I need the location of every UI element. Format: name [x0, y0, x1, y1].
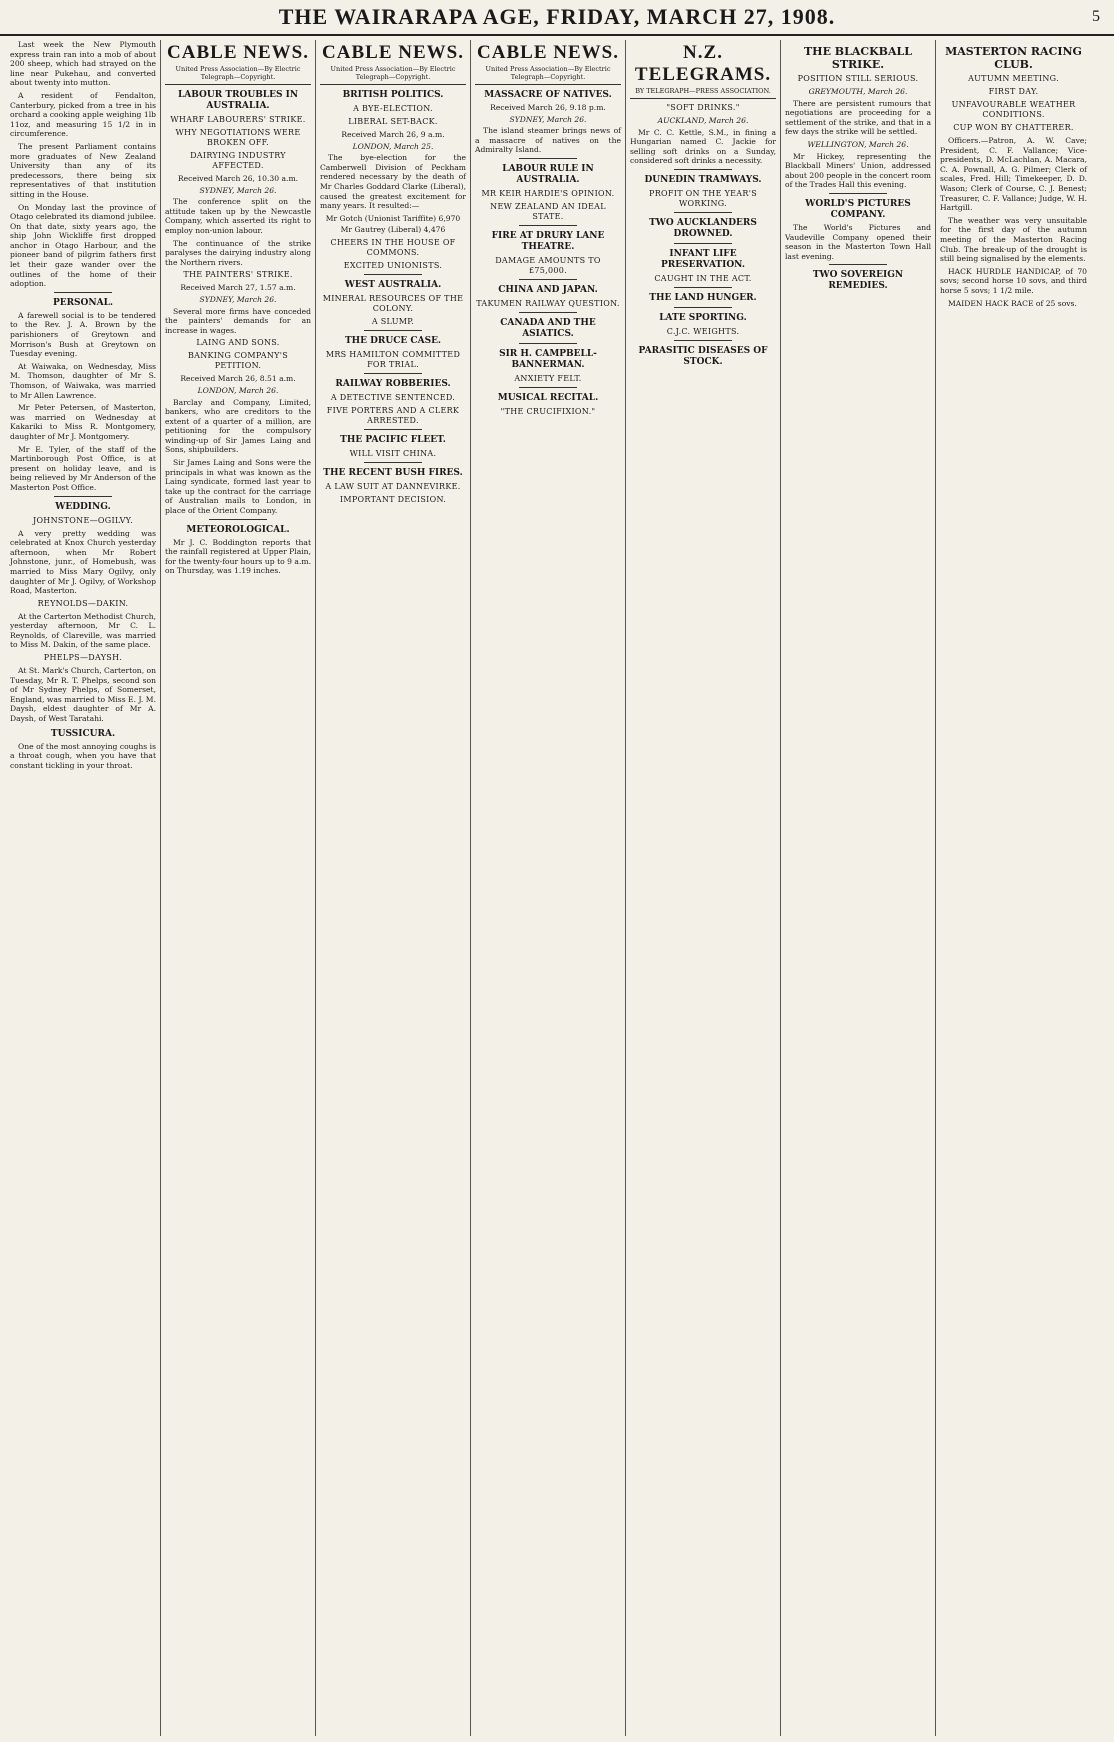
column-5 [626, 40, 781, 1736]
subheading: WILL VISIT CHINA. [349, 448, 437, 458]
divider [674, 243, 732, 244]
article-paragraph: The World's Pictures and Vaudeville Company opened their season in the Masterton Town Hall last evening. [785, 222, 931, 261]
banner-subtitle: United Press Association—By Electric Telegraph—Copyright. [320, 65, 466, 85]
divider [519, 387, 577, 388]
nz-telegrams-banner: N.Z. TELEGRAMS. [634, 42, 772, 85]
subheading: A DETECTIVE SENTENCED. [330, 392, 456, 402]
section-heading: INFANT LIFE PRESERVATION. [661, 248, 745, 270]
subheading: A LAW SUIT AT DANNEVIRKE. [325, 481, 461, 491]
article-paragraph: At St. Mark's Church, Carterton, on Tuesday, Mr R. T. Phelps, second son of Mr Sydney Phelps, of Somerset, England, was married to Miss E. J. M. Daysh, eldest daughter of Mr A. Daysh, of West Taratahi. [10, 666, 156, 724]
received-date: Received March 26, 9.18 p.m. [490, 103, 606, 112]
subheading: EXCITED UNIONISTS. [343, 260, 443, 270]
divider [674, 212, 732, 213]
subheading: WHARF LABOURERS' STRIKE. [170, 115, 306, 124]
divider [364, 373, 422, 374]
dateline: LONDON, March 25. [352, 141, 434, 151]
subheading: "THE CRUCIFIXION." [500, 406, 596, 416]
divider [829, 264, 887, 265]
divider [519, 279, 577, 280]
article-paragraph: A farewell social is to be tendered to the Rev. J. A. Brown by the parishioners of Greytown and Morrison's Bush at Greytown on Tuesday evening. [10, 310, 156, 359]
divider [364, 330, 422, 331]
banner-subtitle: United Press Association—By Electric Telegraph—Copyright. [475, 65, 621, 85]
received-date: Received March 26, 9 a.m. [341, 130, 445, 139]
article-paragraph: The conference split on the attitude taken up by the Newcastle Company, which asserted its right to employ non-union labour. [165, 197, 311, 235]
subheading: THE PAINTERS' STRIKE. [183, 270, 293, 280]
section-heading: CHINA AND JAPAN. [498, 284, 598, 295]
columns [6, 40, 1108, 1736]
divider [519, 312, 577, 313]
subheading: MR KEIR HARDIE'S OPINION. [481, 188, 615, 198]
received-date: Received March 27, 1.57 a.m. [180, 283, 296, 293]
subheading: POSITION STILL SERIOUS. [797, 74, 919, 83]
divider [674, 287, 732, 288]
section-heading: CANADA AND THE ASIATICS. [500, 317, 596, 339]
banner-subtitle: BY TELEGRAPH—PRESS ASSOCIATION. [630, 87, 776, 99]
received-date: Received March 26, 8.51 a.m. [180, 374, 296, 384]
subheading: AUTUMN MEETING. [968, 74, 1059, 83]
divider [674, 307, 732, 308]
dateline: AUCKLAND, March 26. [657, 116, 749, 125]
article-paragraph: The continuance of the strike paralyses the dairying industry along the Northern rivers. [165, 238, 311, 267]
subheading: CUP WON BY CHATTERER. [953, 123, 1074, 132]
column-2 [161, 40, 316, 1736]
article-paragraph: Mr J. C. Boddington reports that the rainfall registered at Upper Plain, for the twenty-four hours up to 9 a.m. on Thursday, was 1.19 inches. [165, 537, 311, 576]
section-heading: LABOUR RULE IN AUSTRALIA. [502, 163, 594, 185]
article-paragraph: Mr Peter Petersen, of Masterton, was married on Wednesday at Kakariki to Miss R. Montgomery, daughter of Mr J. Montgomery. [10, 403, 156, 441]
divider [519, 158, 577, 159]
subheading: LIBERAL SET-BACK. [348, 117, 438, 126]
section-heading: TWO SOVEREIGN REMEDIES. [812, 270, 904, 292]
subheading: MINERAL RESOURCES OF THE COLONY. [322, 293, 464, 313]
section-heading: RAILWAY ROBBERIES. [335, 378, 451, 389]
dateline: GREYMOUTH, March 26. [808, 87, 908, 96]
subheading: ANXIETY FELT. [514, 373, 582, 383]
subheading: BANKING COMPANY'S PETITION. [187, 351, 289, 371]
article-paragraph: Mr E. Tyler, of the staff of the Martinborough Post Office, is at present on holiday leave, and is being relieved by Mr Anderson of the Masterton Post Office. [10, 444, 156, 492]
article-paragraph: Sir James Laing and Sons were the principals in what was known as the Laing syndicate, formed last year to take up the contract for the carriage of Australian mails to London, in place of the Orient Company. [165, 458, 311, 516]
article-paragraph: The bye-election for the Camberwell Division of Peckham rendered necessary by the death of Mr Charles Goddard Clarke (Liberal), caused the greatest excitement for many years. It resulted:— [320, 153, 466, 211]
subheading: PHELPS—DAYSH. [43, 653, 123, 663]
divider [674, 340, 732, 341]
column-4 [471, 40, 626, 1736]
subheading: "SOFT DRINKS." [666, 103, 740, 112]
article-paragraph: At the Carterton Methodist Church, yesterday afternoon, Mr C. L. Reynolds, of Clareville, was married to Miss M. Dakin, of the same place. [10, 611, 156, 650]
column-7 [936, 40, 1091, 1736]
section-heading: PERSONAL. [52, 297, 114, 308]
article-paragraph: Officers.—Patron, A. W. Cave; President, C. F. Vallance; Vice-presidents, D. McLachlan, A. Macara, C. A. Pownall, A. G. Pilmer; Clerk of scales, Fred. Hill; Timekeeper, D. D. Wason; Clerk of Course, C. J. Benest; Treasurer, C. F. Vallance; Judge, W. H. Hartgill. [940, 136, 1087, 213]
article-paragraph: The island steamer brings news of a massacre of natives on the Admiralty Island. [475, 126, 621, 155]
section-heading: PARASITIC DISEASES OF STOCK. [638, 345, 768, 367]
subheading: C.J.C. WEIGHTS. [666, 326, 740, 336]
section-heading: SIR H. CAMPBELL-BANNERMAN. [499, 348, 597, 370]
dateline: SYDNEY, March 26. [509, 114, 587, 124]
divider [364, 429, 422, 430]
article-paragraph: The weather was very unsuitable for the first day of the autumn meeting of the Masterton Racing Club. The break-up of the drought is still being signalised by the elements. [940, 215, 1087, 264]
section-heading: TWO AUCKLANDERS DROWNED. [649, 217, 757, 239]
cable-news-banner: CABLE NEWS. [477, 42, 619, 63]
section-heading: THE PACIFIC FLEET. [340, 434, 446, 445]
subheading: MRS HAMILTON COMMITTED FOR TRIAL. [325, 349, 461, 369]
masthead [0, 0, 1114, 36]
dateline: SYDNEY, March 26. [199, 185, 277, 195]
article-paragraph: There are persistent rumours that negotiations are proceeding for a settlement of the strike, and that in a few days the strike will be settled. [785, 98, 931, 137]
divider [54, 292, 112, 293]
masthead-title: THE WAIRARAPA AGE, FRIDAY, MARCH 27, 1908. [278, 4, 836, 29]
cable-news-banner: CABLE NEWS. [167, 42, 309, 63]
banner-subtitle: United Press Association—By Electric Telegraph—Copyright. [165, 65, 311, 85]
column-6 [781, 40, 936, 1736]
subheading: PROFIT ON THE YEAR'S WORKING. [649, 188, 757, 208]
divider [364, 462, 422, 463]
article-paragraph: Mr Hickey, representing the Blackball Miners' Union, addressed about 200 people in the concert room of the Trades Hall this evening. [785, 151, 931, 190]
election-result: Mr Gautrey (Liberal) 4,476 [340, 225, 446, 235]
divider [519, 343, 577, 344]
dateline: WELLINGTON, March 26. [807, 139, 909, 149]
subheading: FIVE PORTERS AND A CLERK ARRESTED. [326, 405, 460, 425]
divider [364, 274, 422, 275]
divider [829, 193, 887, 194]
cable-news-banner: CABLE NEWS. [322, 42, 464, 63]
article-paragraph: One of the most annoying coughs is a throat cough, when you have that constant tickling in your throat. [10, 741, 156, 770]
subheading: A BYE-ELECTION. [353, 104, 433, 113]
received-date: Received March 26, 10.30 a.m. [177, 174, 299, 183]
subheading: CAUGHT IN THE ACT. [654, 273, 752, 283]
subheading: TAKUMEN RAILWAY QUESTION. [476, 298, 620, 308]
section-heading: BRITISH POLITICS. [342, 90, 444, 100]
section-heading: MUSICAL RECITAL. [497, 392, 599, 403]
section-heading: FIRE AT DRURY LANE THEATRE. [491, 230, 605, 252]
section-heading: MASSACRE OF NATIVES. [484, 90, 612, 100]
section-heading: DUNEDIN TRAMWAYS. [644, 174, 762, 185]
subheading: LAING AND SONS. [196, 338, 280, 348]
section-heading: THE RECENT BUSH FIRES. [323, 467, 463, 478]
article-paragraph: At Waiwaka, on Wednesday, Miss M. Thomson, daughter of Mr S. Thomson, of Waiwaka, was married to Mr Allen Lawrence. [10, 361, 156, 400]
section-heading: THE LAND HUNGER. [649, 292, 757, 303]
divider [674, 169, 732, 170]
section-heading: THE DRUCE CASE. [344, 335, 442, 346]
article-paragraph: The present Parliament contains more graduates of New Zealand University than any of its predecessors, there being six representatives of that institution sitting in the House. [10, 141, 156, 199]
race-result: HACK HURDLE HANDICAP, of 70 sovs; second horse 10 sovs, and third horse 5 sovs; 1 1/2 mile. [940, 266, 1087, 295]
article-paragraph: On Monday last the province of Otago celebrated its diamond jubilee. On that date, sixty years ago, the ship John Wickliffe first dropped anchor in Otago Harbour, and the pioneer band of pilgrim fathers first let their gaze wander over the outlines of the home of their adoption. [10, 202, 156, 289]
dateline: SYDNEY, March 26. [199, 294, 277, 304]
subheading: DAMAGE AMOUNTS TO £75,000. [495, 255, 601, 275]
article-paragraph: Last week the New Plymouth express train ran into a mob of about 200 sheep, which had strayed on the line near Pukehau, and converted about twenty into mutton. [10, 40, 156, 88]
subheading: REYNOLDS—DAKIN. [37, 598, 129, 608]
column-1 [6, 40, 161, 1736]
article-paragraph: A resident of Fendalton, Canterbury, picked from a tree in his orchard a cooking apple weighing 1lb 11oz, and measuring 15 1/2 in in circumference. [10, 90, 156, 139]
subheading: CHEERS IN THE HOUSE OF COMMONS. [330, 237, 456, 257]
section-heading: METEOROLOGICAL. [186, 524, 290, 535]
election-result: Mr Gotch (Unionist Tariffite) 6,970 [325, 213, 461, 223]
subheading: NEW ZEALAND AN IDEAL STATE. [490, 201, 606, 221]
divider [519, 225, 577, 226]
racing-club-heading: MASTERTON RACING CLUB. [945, 45, 1082, 71]
subheading: JOHNSTONE—OGILVY. [32, 515, 134, 525]
subheading: UNFAVOURABLE WEATHER CONDITIONS. [951, 100, 1076, 119]
article-paragraph: Several more firms have conceded the painters' demands for an increase in wages. [165, 306, 311, 335]
subheading: DAIRYING INDUSTRY AFFECTED. [190, 151, 286, 170]
column-3 [316, 40, 471, 1736]
section-heading: LATE SPORTING. [659, 312, 747, 323]
article-paragraph: Mr C. C. Kettle, S.M., in fining a Hungarian named C. Jackie for selling soft drinks on a Sunday, considered soft drinks a necessity. [630, 127, 776, 166]
article-paragraph: Barclay and Company, Limited, bankers, who are creditors to the extent of a quarter of a million, are petitioning for the compulsory winding-up of Sir James Laing and Sons, shipbuilders. [165, 397, 311, 455]
blackball-strike-heading: THE BLACKBALL STRIKE. [804, 45, 912, 71]
page-number: 5 [1092, 8, 1100, 25]
subheading: IMPORTANT DECISION. [339, 494, 447, 504]
section-heading: LABOUR TROUBLES IN AUSTRALIA. [177, 90, 299, 111]
race-result: MAIDEN HACK RACE of 25 sovs. [948, 298, 1077, 308]
article-paragraph: A very pretty wedding was celebrated at Knox Church yesterday afternoon, when Mr Robert Johnstone, junr., of Homebush, was married to Miss Mary Ogilvy, only daughter of Mr J. Ogilvy, of Workshop Road, Masterton. [10, 528, 156, 596]
section-heading: TUSSICURA. [50, 728, 116, 739]
subheading: FIRST DAY. [988, 87, 1039, 96]
section-heading: WORLD'S PICTURES COMPANY. [805, 198, 911, 220]
section-heading: WEST AUSTRALIA. [344, 279, 442, 290]
section-heading: WEDDING. [55, 501, 111, 512]
dateline: LONDON, March 26. [197, 385, 279, 395]
subheading: A SLUMP. [371, 316, 415, 326]
divider [54, 496, 112, 497]
subheading: WHY NEGOTIATIONS WERE BROKEN OFF. [175, 128, 301, 147]
divider [209, 519, 267, 520]
